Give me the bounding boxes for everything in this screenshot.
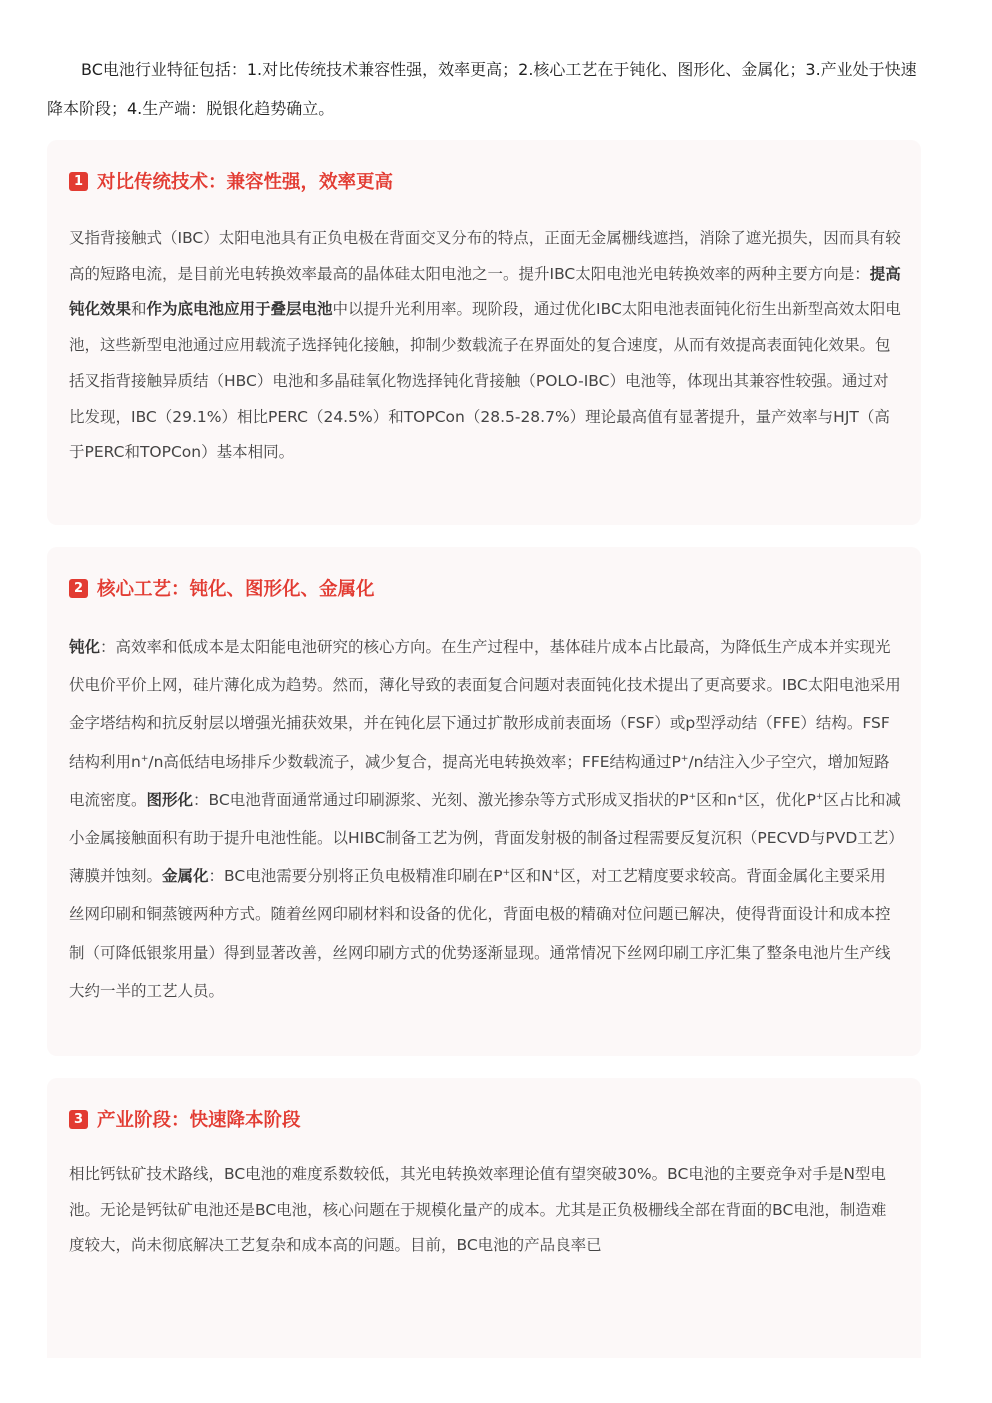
superscript: +	[140, 753, 149, 764]
section-title: 产业阶段：快速降本阶段	[97, 1110, 301, 1131]
body-text: 区和n	[696, 790, 737, 809]
section-body	[69, 221, 901, 471]
intro-paragraph: BC电池行业特征包括：1.对比传统技术兼容性强，效率更高；2.核心工艺在于钝化、图形化、金属化；3.产业处于快速降本阶段；4.生产端：脱银化趋势确立。	[47, 60, 917, 118]
section-title: 对比传统技术：兼容性强，效率更高	[97, 172, 394, 193]
section-header	[69, 575, 375, 601]
section-header	[69, 168, 393, 194]
superscript: +	[552, 868, 561, 879]
superscript: +	[736, 791, 745, 802]
superscript: +	[688, 791, 697, 802]
body-text: 叉指背接触式（IBC）太阳电池具有正负电极在背面交叉分布的特点，正面无金属栅线遮挡，消除了遮光损失，因而具有较高的短路电流，是目前光电转换效率最高的晶体硅太阳电池之一。提升IBC太阳电池光电转换效率的两种主要方向是：	[69, 229, 901, 283]
section-card-3	[47, 1078, 921, 1358]
body-text: 区，对工艺精度要求较高。背面金属化主要采用丝网印刷和铜蒸镀两种方式。随着丝网印刷材料和设备的优化，背面电极的精确对位问题已解决，使得背面设计和成本控制（可降低银浆用量）得到显著改善，丝网印刷方式的优势逐渐显现。通常情况下丝网印刷工序汇集了整条电池片生产线大约一半的工艺人员。	[69, 867, 891, 1000]
highlight-text: 提高钝化效果	[69, 264, 901, 319]
section-number-badge: 3	[69, 1110, 88, 1129]
section-title: 核心工艺：钝化、图形化、金属化	[97, 579, 375, 600]
superscript: +	[502, 868, 511, 879]
superscript: +	[815, 791, 824, 802]
section-header	[69, 1106, 301, 1132]
body-text: ：BC电池需要分别将正负电极精准印刷在P	[208, 867, 503, 886]
body-text: ：高效率和低成本是太阳能电池研究的核心方向。在生产过程中，基体硅片成本占比最高，为降低生产成本并实现光伏电价平价上网，硅片薄化成为趋势。然而，薄化导致的表面复合问题对表面钝化技术提出了更高要求。IBC太阳电池采用金字塔结构和抗反射层以增强光捕获效果，并在钝化层下通过扩散形成前表面场（FSF）或p型浮动结（FFE）结构。FSF结构利用n	[69, 638, 901, 771]
highlight-text: 作为底电池应用于叠层电池	[146, 300, 333, 319]
section-number-badge: 2	[69, 579, 88, 598]
section-number-badge: 1	[69, 172, 88, 191]
section-card-2	[47, 547, 921, 1056]
patterning-label: 图形化	[146, 790, 194, 809]
body-text: 和	[131, 300, 147, 319]
body-text: 区，优化P	[744, 790, 816, 809]
superscript: +	[680, 753, 689, 764]
section-body	[69, 628, 901, 1010]
body-text: ：BC电池背面通常通过印刷源浆、光刻、激光掺杂等方式形成叉指状的P	[193, 790, 689, 809]
body-text: /n结注入少子空穴，增加短路电流密度。	[69, 752, 890, 809]
metallization-label: 金属化	[162, 867, 209, 886]
passivation-label: 钝化	[69, 638, 101, 656]
section-body: 相比钙钛矿技术路线，BC电池的难度系数较低，其光电转换效率理论值有望突破30%。BC电池的主要竞争对手是N型电池。无论是钙钛矿电池还是BC电池，核心问题在于规模化量产的成本。尤其是正负极栅线全部在背面的BC电池，制造难度较大，尚未彻底解决工艺复杂和成本高的问题。目前，BC电池的产品良率已	[69, 1165, 887, 1254]
body-text: 区占比和减小金属接触面积有助于提升电池性能。以HIBC制备工艺为例，背面发射极的制备过程需要反复沉积（PECVD与PVD工艺）薄膜并蚀刻。	[69, 790, 901, 886]
body-text: /n高低结电场排斥少数载流子，减少复合，提高光电转换效率；FFE结构通过P	[148, 752, 681, 771]
body-text: 区和N	[510, 867, 553, 886]
section-card-1	[47, 140, 921, 525]
body-text: 中以提升光利用率。现阶段，通过优化IBC太阳电池表面钝化衍生出新型高效太阳电池，这些新型电池通过应用载流子选择钝化接触，抑制少数载流子在界面处的复合速度，从而有效提高表面钝化效果。包括叉指背接触异质结（HBC）电池和多晶硅氧化物选择钝化背接触（POLO-IBC）电池等，体现出其兼容性较强。通过对比发现，IBC（29.1%）相比PERC（24.5%）和TOPCon（28.5-28.7%）理论最高值有显著提升，量产效率与HJT（高于PERC和TOPCon）基本相同。	[69, 300, 901, 462]
